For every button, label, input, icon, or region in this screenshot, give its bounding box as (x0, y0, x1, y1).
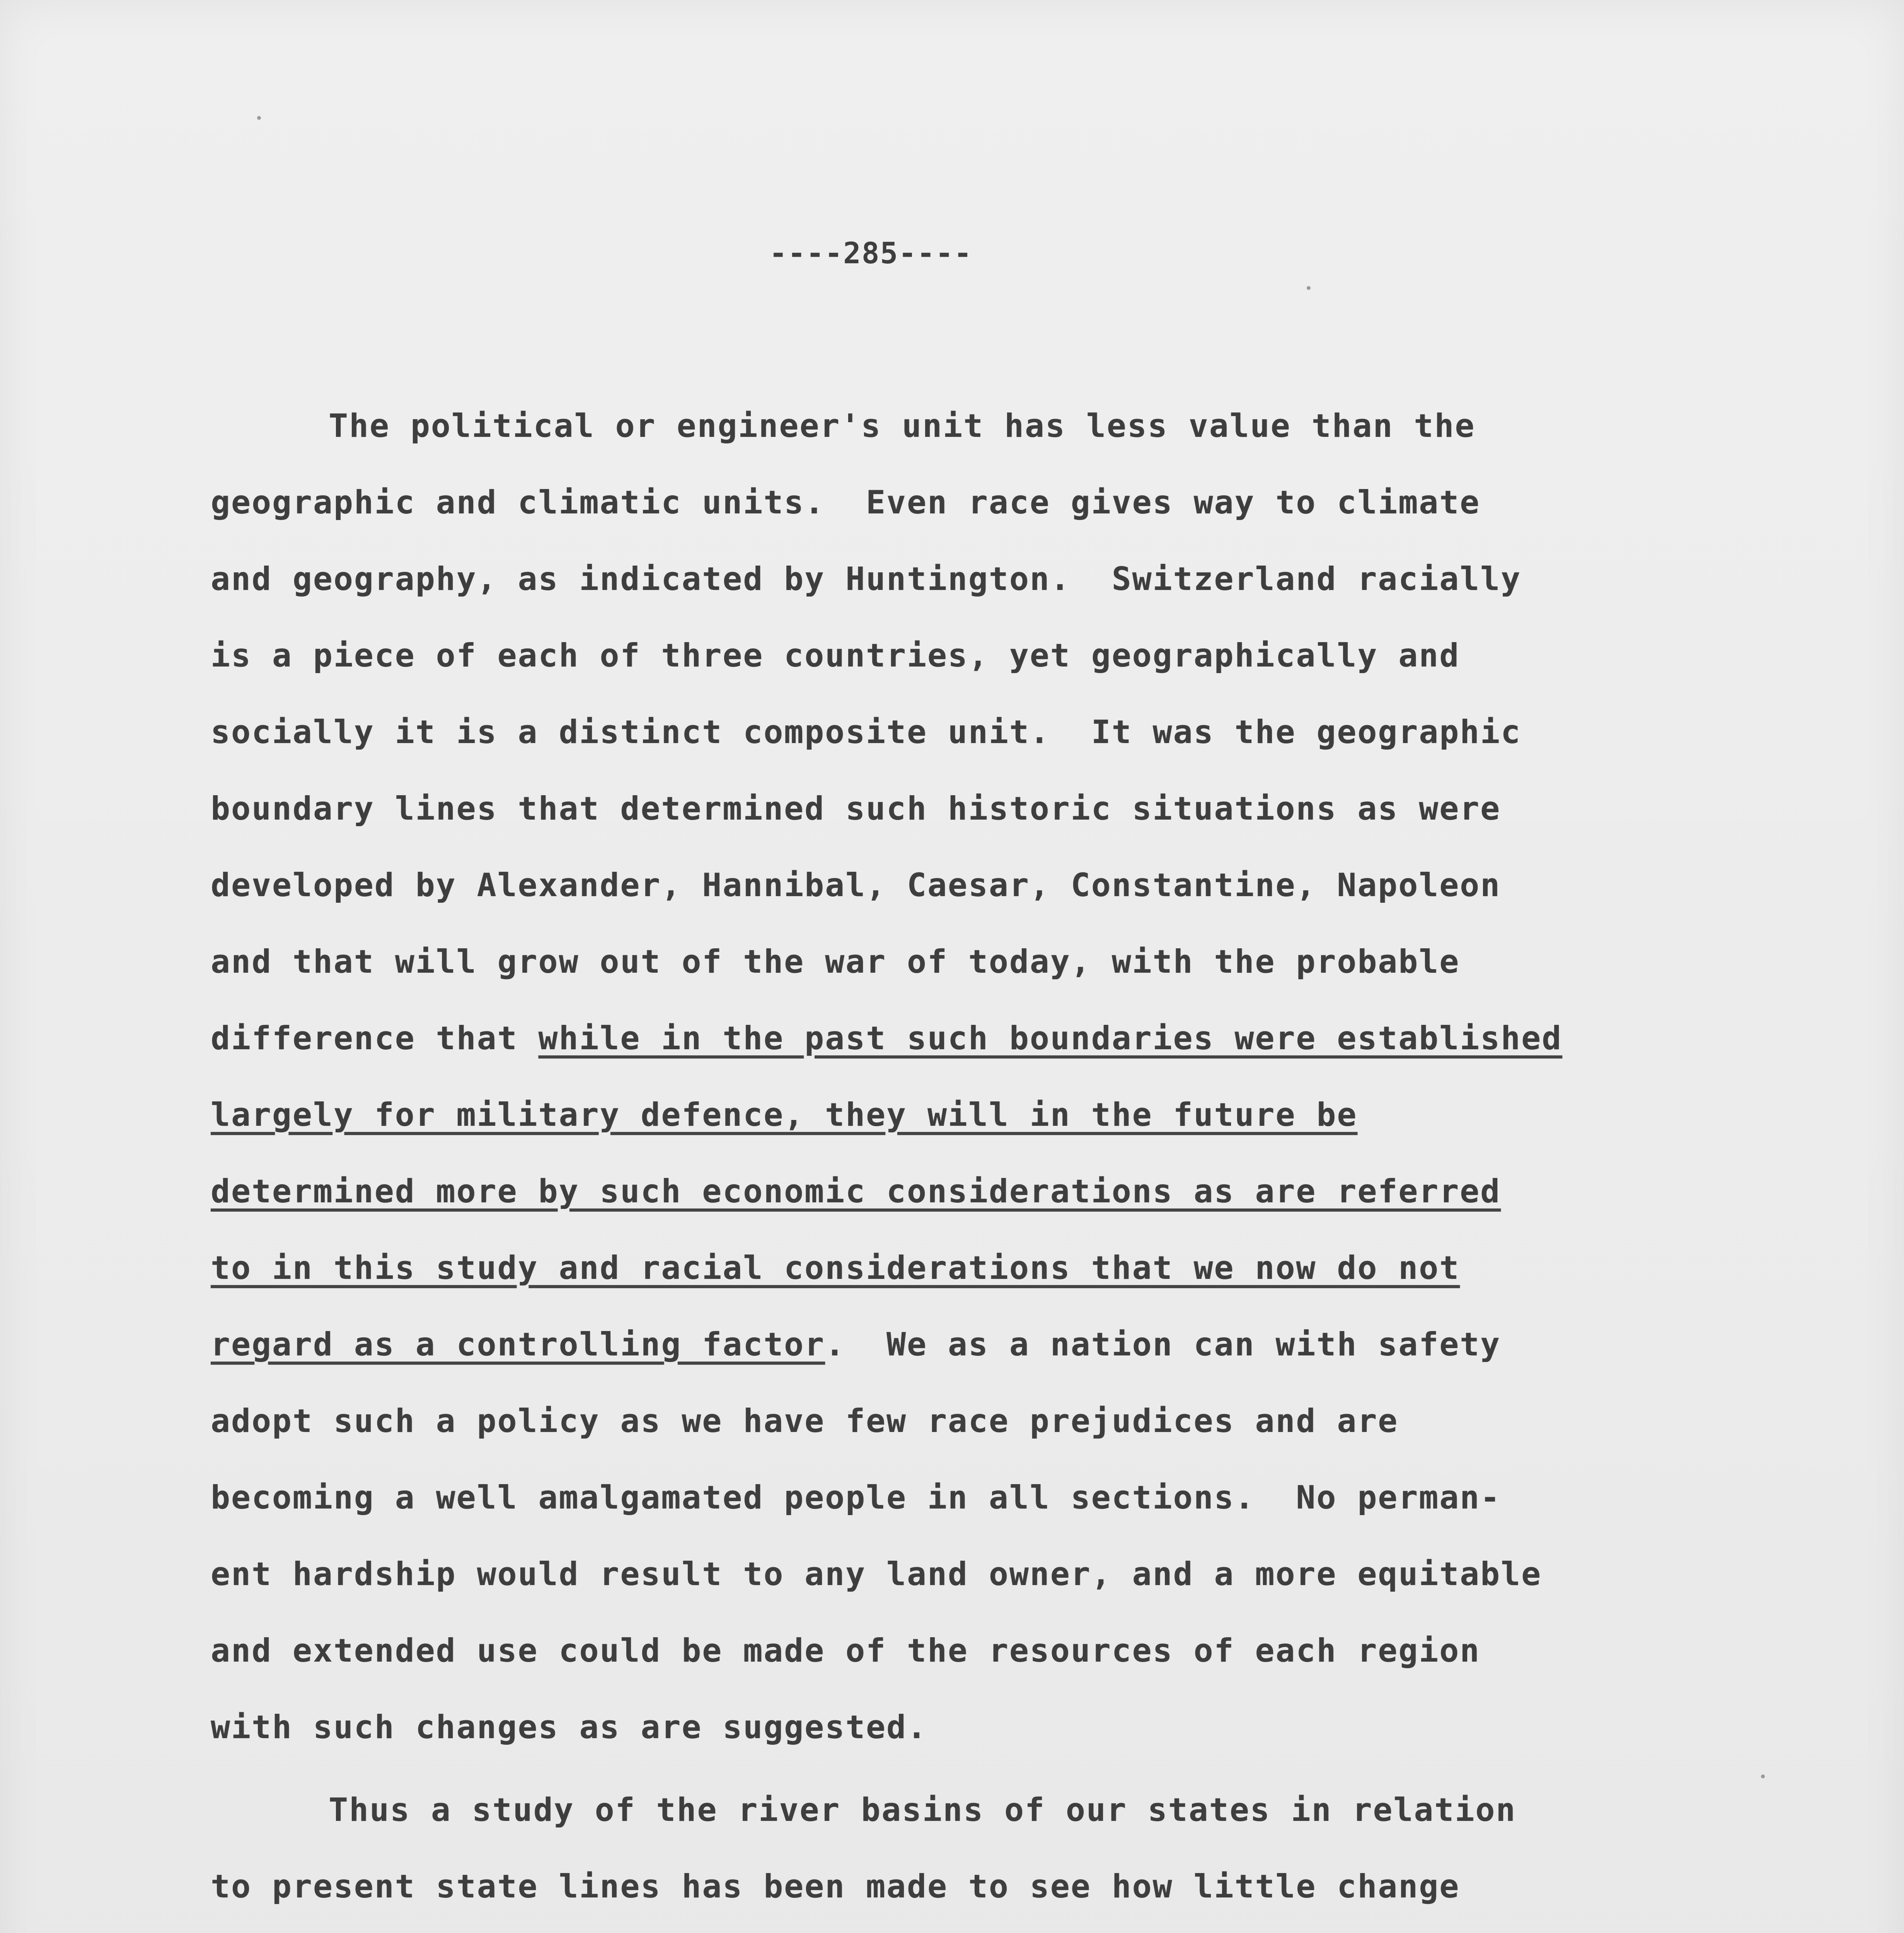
paragraph-1-line-11 (211, 1173, 1501, 1210)
paragraph-1-line-16: ent hardship would result to any land owner, and a more equitable (211, 1555, 1542, 1593)
paragraph-1-line-9 (211, 1019, 1563, 1057)
paragraph-1-line-18: with such changes as are suggested. (211, 1708, 927, 1746)
paragraph-1-line-6: boundary lines that determined such historic situations as were (211, 790, 1501, 827)
underlined-passage-line: determined more by such economic considerations as are referred (211, 1173, 1501, 1210)
paper-speck (1761, 1774, 1765, 1778)
line-13-suffix: . We as a nation can with safety (825, 1326, 1501, 1363)
paragraph-1-line-1: The political or engineer's unit has less value than the (329, 407, 1476, 445)
paragraph-2-line-2: to present state lines has been made to see how little change (211, 1868, 1460, 1905)
paragraph-2-line-1: Thus a study of the river basins of our states in relation (329, 1791, 1517, 1829)
underlined-passage-start: while in the past such boundaries were established (538, 1019, 1563, 1057)
line-9-prefix: difference that (211, 1019, 539, 1057)
paragraph-1-line-10 (211, 1096, 1358, 1134)
paragraph-1-line-15: becoming a well amalgamated people in all sections. No perman- (211, 1479, 1501, 1516)
paragraph-1-line-5: socially it is a distinct composite unit. It was the geographic (211, 713, 1522, 751)
underlined-passage-end: regard as a controlling factor (211, 1326, 825, 1363)
paragraph-1-line-7: developed by Alexander, Hannibal, Caesar, Constantine, Napoleon (211, 866, 1501, 904)
page-number: ----285---- (769, 236, 973, 270)
paper-speck (257, 116, 261, 120)
paragraph-1-line-14: adopt such a policy as we have few race prejudices and are (211, 1402, 1399, 1440)
paragraph-1-line-3: and geography, as indicated by Huntington. Switzerland racially (211, 560, 1522, 598)
underlined-passage-line: to in this study and racial considerations that we now do not (211, 1249, 1460, 1287)
paragraph-1-line-12 (211, 1249, 1460, 1287)
paragraph-1-line-8: and that will grow out of the war of today, with the probable (211, 943, 1460, 980)
underlined-passage-line: largely for military defence, they will in the future be (211, 1096, 1358, 1134)
paragraph-1-line-17: and extended use could be made of the resources of each region (211, 1632, 1481, 1669)
paper-speck (1307, 286, 1311, 290)
paragraph-1-line-13 (211, 1326, 1501, 1363)
paragraph-1-line-4: is a piece of each of three countries, yet geographically and (211, 637, 1460, 674)
paragraph-1-line-2: geographic and climatic units. Even race gives way to climate (211, 484, 1481, 521)
